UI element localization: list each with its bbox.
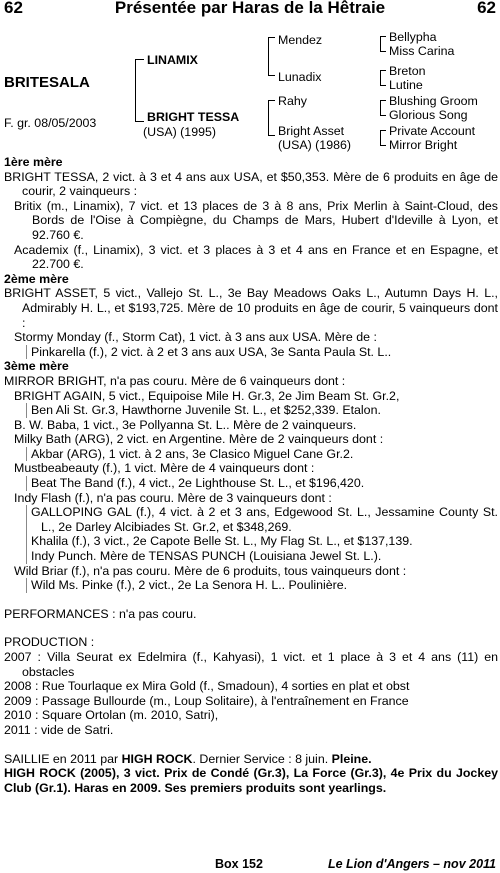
- gdam-2: Bright Asset: [278, 124, 345, 138]
- box-number: Box 152: [215, 857, 263, 871]
- gdam-1: Rahy: [278, 94, 307, 108]
- pedigree-table: [0, 28, 500, 156]
- ggparent-8: Mirror Bright: [389, 138, 458, 152]
- dam-name: BRIGHT TESSA: [147, 110, 240, 124]
- saillie-status: Pleine.: [331, 751, 372, 766]
- page-number-left: 62: [4, 0, 23, 17]
- produce-line: Beat The Band (f.), 4 vict., 2e Lighthouse St. L., et $196,420.: [26, 476, 498, 491]
- produce-line: Indy Flash (f.), n'a pas couru. Mère de 3 vainqueurs dont :: [14, 490, 332, 505]
- produce-line: Pinkarella (f.), 2 vict. à 2 et 3 ans aux USA, 3e Santa Paula St. L..: [26, 345, 498, 360]
- third-dam-title: 3ème mère: [4, 359, 69, 374]
- production-item: 2008 : Rue Tourlaque ex Mira Gold (f., Smadoun), 4 sorties en plat et obst: [4, 679, 410, 694]
- sale-name: Le Lion d'Angers – nov 2011: [327, 857, 496, 871]
- produce-line: GALLOPING GAL (f.), 4 vict. à 2 et 3 ans, Edgewood St. L., Jessamine County St. L., 2e Darley Alcibiades St. Gr.2, et $348,269.: [26, 505, 498, 534]
- ggparent-2: Miss Carina: [389, 44, 455, 58]
- page-header: [0, 1, 500, 21]
- produce-line: Akbar (ARG), 1 vict. à 2 ans, 3e Clasico Miguel Cane Gr.2.: [26, 447, 498, 462]
- produce-line: Khalila (f.), 3 vict., 2e Capote Belle St. L., My Flag St. L., et $137,139.: [26, 534, 498, 549]
- bracket-dam: [268, 100, 275, 136]
- horse-info: F. gr. 08/05/2003: [4, 116, 97, 130]
- produce-line: Britix (m., Linamix), 7 vict. et 13 places de 3 à 8 ans, Prix Merlin à Saint-Cloud, des Bords de l'Oise à Compiègne, du Champs de Mars, Hubert d'Ideville à Lyon, et 92.760 €.: [14, 198, 498, 242]
- second-dam-line: BRIGHT ASSET, 5 vict., Vallejo St. L., 3e Bay Meadows Oaks L., Autumn Days H. L., Admirably H. L., et $193,725. Mère de 10 produits en âge de courir, 5 vainqueurs dont :: [4, 286, 498, 330]
- gsire-2: Lunadix: [278, 70, 322, 84]
- production-item: 2009 : Passage Bullourde (m., Loup Solitaire), à l'entraînement en France: [4, 693, 409, 708]
- production-item: 2007 : Villa Seurat ex Edelmira (f., Kahyasi), 1 vict. et 1 place à 3 et 4 ans (11) en obstacles: [4, 650, 498, 679]
- produce-line: B. W. Baba, 1 vict., 3e Pollyanna St. L.. Mère de 2 vainqueurs.: [14, 417, 357, 432]
- first-dam-line: BRIGHT TESSA, 2 vict. à 3 et 4 ans aux USA, et $50,353. Mère de 6 produits en âge de courir, 2 vainqueurs :: [4, 169, 498, 199]
- production-item: 2010 : Square Ortolan (m. 2010, Satri),: [4, 708, 219, 723]
- produce-line: Wild Ms. Pinke (f.), 2 vict., 2e La Senora H. L.. Poulinière.: [26, 578, 498, 593]
- page-footer: [0, 857, 500, 873]
- ggparent-6: Glorious Song: [389, 108, 468, 122]
- ggparent-1: Bellypha: [389, 30, 437, 44]
- produce-line: BRIGHT AGAIN, 5 vict., Equipoise Mile H. Gr.3, 2e Jim Beam St. Gr.2,: [14, 388, 400, 403]
- ggparent-4: Lutine: [389, 78, 423, 92]
- produce-line: Wild Briar (f.), n'a pas couru. Mère de 6 produits, tous vainqueurs dont :: [14, 563, 407, 578]
- first-dam-title: 1ère mère: [4, 155, 63, 169]
- gdam-2-origin: (USA) (1986): [278, 138, 351, 152]
- horse-name: BRITESALA: [4, 74, 90, 91]
- dam-origin: (USA) (1995): [143, 125, 216, 139]
- sire-name: LINAMIX: [147, 53, 198, 67]
- produce-line: Indy Punch. Mère de TENSAS PUNCH (Louisiana Jewel St. L.).: [26, 549, 498, 564]
- third-dam-line: MIRROR BRIGHT, n'a pas couru. Mère de 6 vainqueurs dont :: [4, 373, 346, 388]
- saillie-mid: . Dernier Service : 8 juin.: [192, 751, 329, 766]
- bracket-gg-4: [380, 130, 386, 146]
- production-item: 2011 : vide de Satri.: [4, 722, 114, 737]
- bracket-gg-3: [380, 100, 386, 116]
- second-dam-title: 2ème mère: [4, 271, 69, 286]
- bracket-parents: [135, 59, 144, 122]
- ggparent-5: Blushing Groom: [389, 94, 478, 108]
- produce-line: Milky Bath (ARG), 2 vict. en Argentine. Mère de 2 vainqueurs dont :: [14, 432, 384, 447]
- produce-line: Mustbeabeauty (f.), 1 vict. Mère de 4 vainqueurs dont :: [14, 461, 315, 476]
- bracket-sire: [268, 37, 275, 76]
- ggparent-3: Breton: [389, 64, 426, 78]
- saillie-line: [4, 752, 498, 767]
- produce-line: Stormy Monday (f., Storm Cat), 1 vict. à 3 ans aux USA. Mère de :: [14, 330, 377, 345]
- produce-line: Academix (f., Linamix), 3 vict. et 3 places à 3 et 4 ans en France et en Espagne, et 22.700 €.: [14, 242, 498, 272]
- produce-line: Ben Ali St. Gr.3, Hawthorne Juvenile St. L., et $252,339. Etalon.: [26, 403, 498, 418]
- ggparent-7: Private Account: [389, 124, 476, 138]
- performances-line: PERFORMANCES : n'a pas couru.: [4, 606, 197, 621]
- production-title: PRODUCTION :: [4, 635, 95, 650]
- bracket-gg-1: [380, 36, 386, 52]
- saillie-prefix: SAILLIE en 2011 par: [4, 751, 119, 766]
- catalogue-body: [4, 155, 498, 795]
- consignor-title: Présentée par Haras de la Hêtraie: [114, 0, 386, 17]
- page-number-right: 62: [477, 0, 496, 17]
- bracket-gg-2: [380, 70, 386, 86]
- saillie-stallion: HIGH ROCK: [121, 751, 193, 766]
- gsire-1: Mendez: [278, 33, 323, 47]
- stallion-note: HIGH ROCK (2005), 3 vict. Prix de Condé (Gr.3), La Force (Gr.3), 4e Prix du Jockey Club (Gr.1). Haras en 2009. Ses premiers produits sont yearlings.: [4, 766, 498, 795]
